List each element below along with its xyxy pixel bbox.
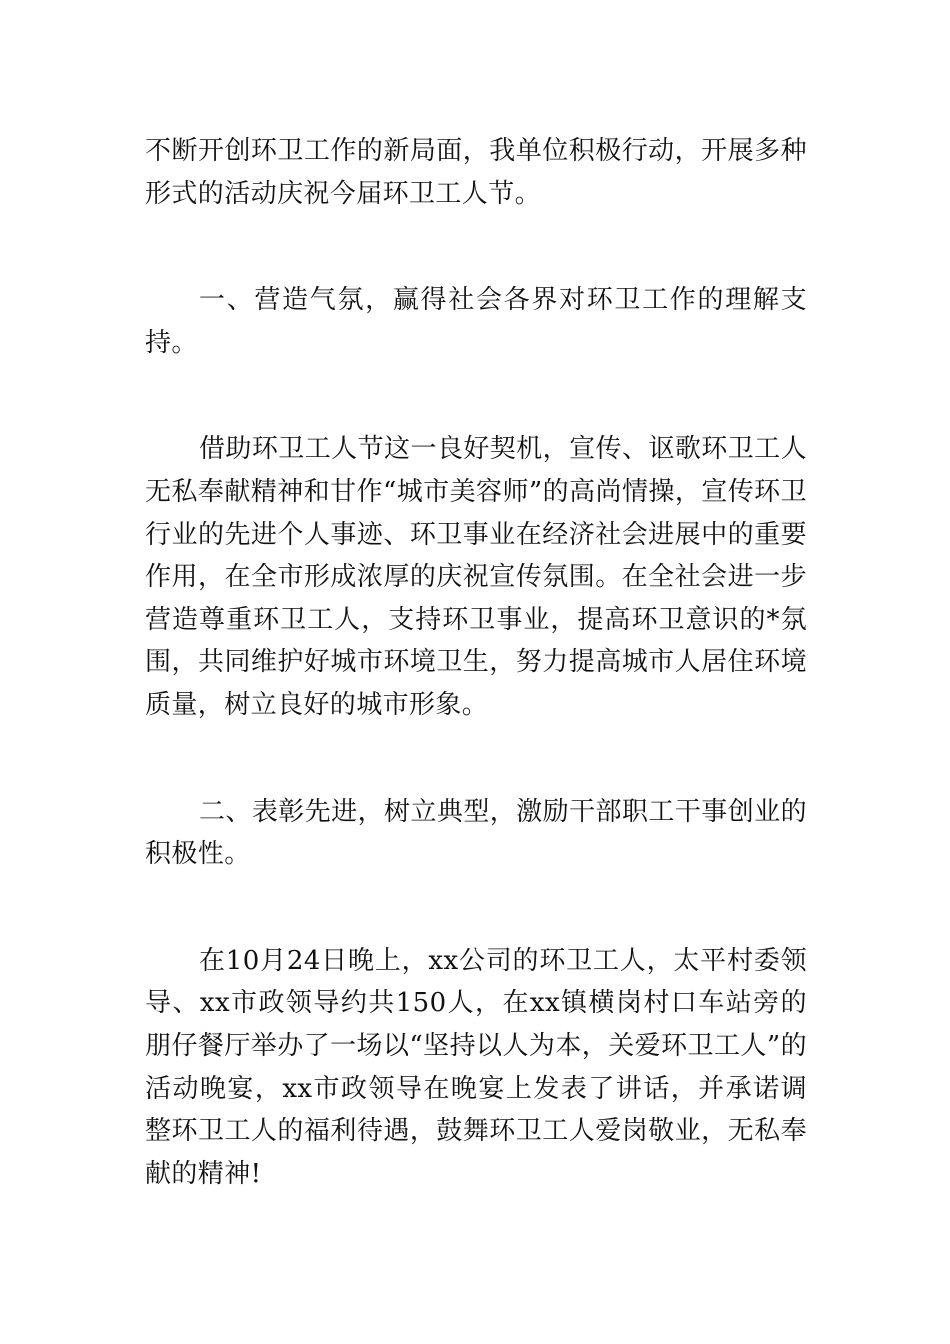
section-1-paragraph: 借助环卫工人节这一良好契机，宣传、讴歌环卫工人无私奉献精神和甘作“城市美容师”的高尚情操，宣传环卫行业的先进个人事迹、环卫事业在经济社会进展中的重要作用，在全市形成浓厚的庆祝宣传氛围。在全社会进一步营造尊重环卫工人，支持环卫事业，提高环卫意识的*氛围，共同维护好城市环境卫生，努力提高城市人居住环境质量，树立良好的城市形象。 — [145, 434, 807, 720]
section-2-paragraph: 在10月24日晚上，xx公司的环卫工人，太平村委领导、xx市政领导约共150人，在xx镇横岗村口车站旁的朋仔餐厅举办了一场以“坚持以人为本，关爱环卫工人”的活动晚宴，xx市政领导在晚宴上发表了讲话，并承诺调整环卫工人的福利待遇，鼓舞环卫工人爱岗敬业，无私奉献的精神! — [145, 945, 807, 1189]
document-body — [145, 130, 807, 1195]
section-heading-2: 二、表彰先进，树立典型，激励干部职工干事创业的积极性。 — [145, 796, 807, 870]
section-heading-1: 一、营造气氛，赢得社会各界对环卫工作的理解支持。 — [145, 285, 807, 358]
paragraph-continuation: 不断开创环卫工作的新局面，我单位积极行动，开展多种形式的活动庆祝今届环卫工人节。 — [145, 136, 807, 209]
